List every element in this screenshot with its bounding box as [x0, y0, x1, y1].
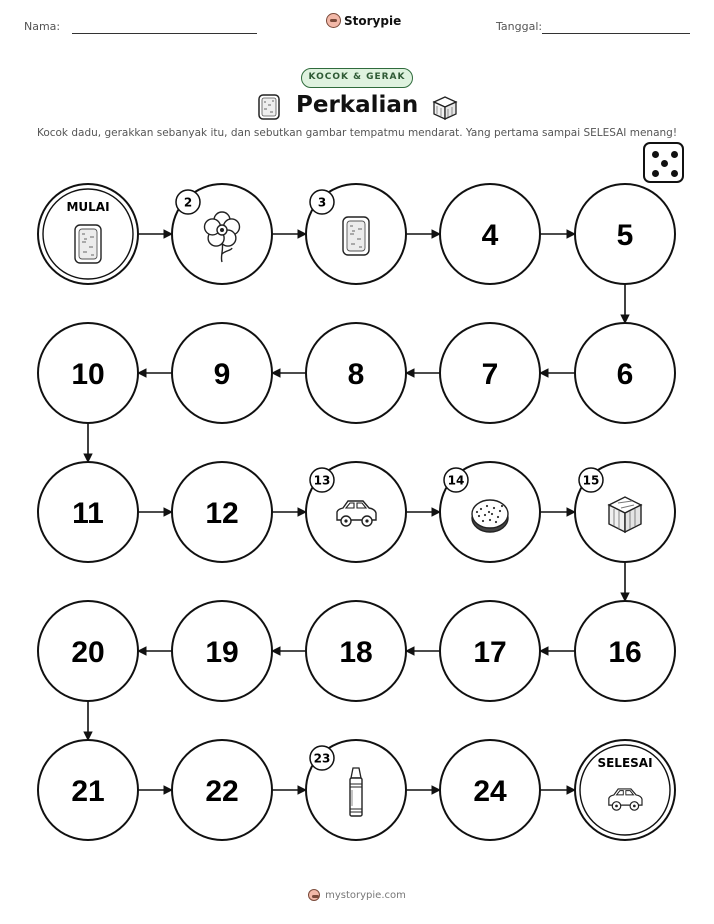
space-number: 18	[339, 636, 373, 669]
space-number: 3	[317, 195, 327, 210]
board-space-4[interactable]	[440, 184, 540, 284]
space-number: 13	[313, 473, 331, 488]
space-number: 12	[205, 497, 239, 530]
space-number: 9	[213, 358, 231, 391]
space-number: 7	[481, 358, 499, 391]
board-space-20[interactable]	[38, 601, 138, 701]
cookie-icon	[472, 500, 508, 532]
board-space-11[interactable]	[38, 462, 138, 562]
board-space-10[interactable]	[38, 323, 138, 423]
board-space-24[interactable]	[440, 740, 540, 840]
wooden-cube-icon	[609, 497, 641, 532]
storypie-mascot-icon	[308, 889, 320, 901]
board-space-12[interactable]	[172, 462, 272, 562]
board-space-3[interactable]	[306, 184, 406, 284]
board-space-22[interactable]	[172, 740, 272, 840]
space-number: 5	[616, 219, 634, 252]
board-space-21[interactable]	[38, 740, 138, 840]
board-space-5[interactable]	[575, 184, 675, 284]
space-number: 20	[71, 636, 105, 669]
board-space-17[interactable]	[440, 601, 540, 701]
board-space-8[interactable]	[306, 323, 406, 423]
name-label: Nama:	[24, 20, 61, 33]
start-label: MULAI	[66, 200, 110, 214]
board-cells	[38, 184, 675, 840]
game-type-badge: KOCOK & GERAK	[301, 68, 413, 88]
space-number: 19	[205, 636, 239, 669]
space-number: 11	[72, 497, 104, 530]
board-space-6[interactable]	[575, 323, 675, 423]
space-number: 21	[71, 775, 105, 808]
brand-name: Storypie	[344, 13, 402, 28]
space-number: 2	[183, 195, 193, 210]
gum-icon	[75, 225, 101, 263]
board-space-23[interactable]	[306, 740, 406, 840]
instructions-text: Kocok dadu, gerakkan sebanyak itu, dan sebutkan gambar tempatmu mendarat. Yang pertama sampai SELESAI menang!	[36, 127, 678, 139]
space-number: 14	[447, 473, 465, 488]
finish-label: SELESAI	[597, 756, 653, 770]
space-number: 4	[481, 219, 499, 252]
date-label: Tanggal:	[496, 20, 543, 33]
footer	[0, 889, 714, 901]
board-space-16[interactable]	[575, 601, 675, 701]
page-title: Perkalian	[296, 92, 419, 118]
space-number: 24	[473, 775, 507, 808]
board-space-19[interactable]	[172, 601, 272, 701]
space-number: 6	[616, 358, 634, 391]
space-number: 16	[608, 636, 642, 669]
board-space-14[interactable]	[440, 462, 540, 562]
space-number: 23	[313, 751, 331, 766]
board-space-15[interactable]	[575, 462, 675, 562]
board-space-18[interactable]	[306, 601, 406, 701]
gum-icon	[343, 217, 369, 255]
space-number: 8	[347, 358, 365, 391]
footer-url: mystorypie.com	[325, 889, 406, 901]
start-space[interactable]	[38, 184, 138, 284]
space-number: 17	[473, 636, 507, 669]
space-number: 10	[71, 358, 105, 391]
board-space-2[interactable]	[172, 184, 272, 284]
board-space-9[interactable]	[172, 323, 272, 423]
space-number: 22	[205, 775, 239, 808]
finish-space[interactable]	[575, 740, 675, 840]
space-number: 15	[582, 473, 600, 488]
board-space-7[interactable]	[440, 323, 540, 423]
board-space-13[interactable]	[306, 462, 406, 562]
crayon-icon	[350, 768, 362, 816]
